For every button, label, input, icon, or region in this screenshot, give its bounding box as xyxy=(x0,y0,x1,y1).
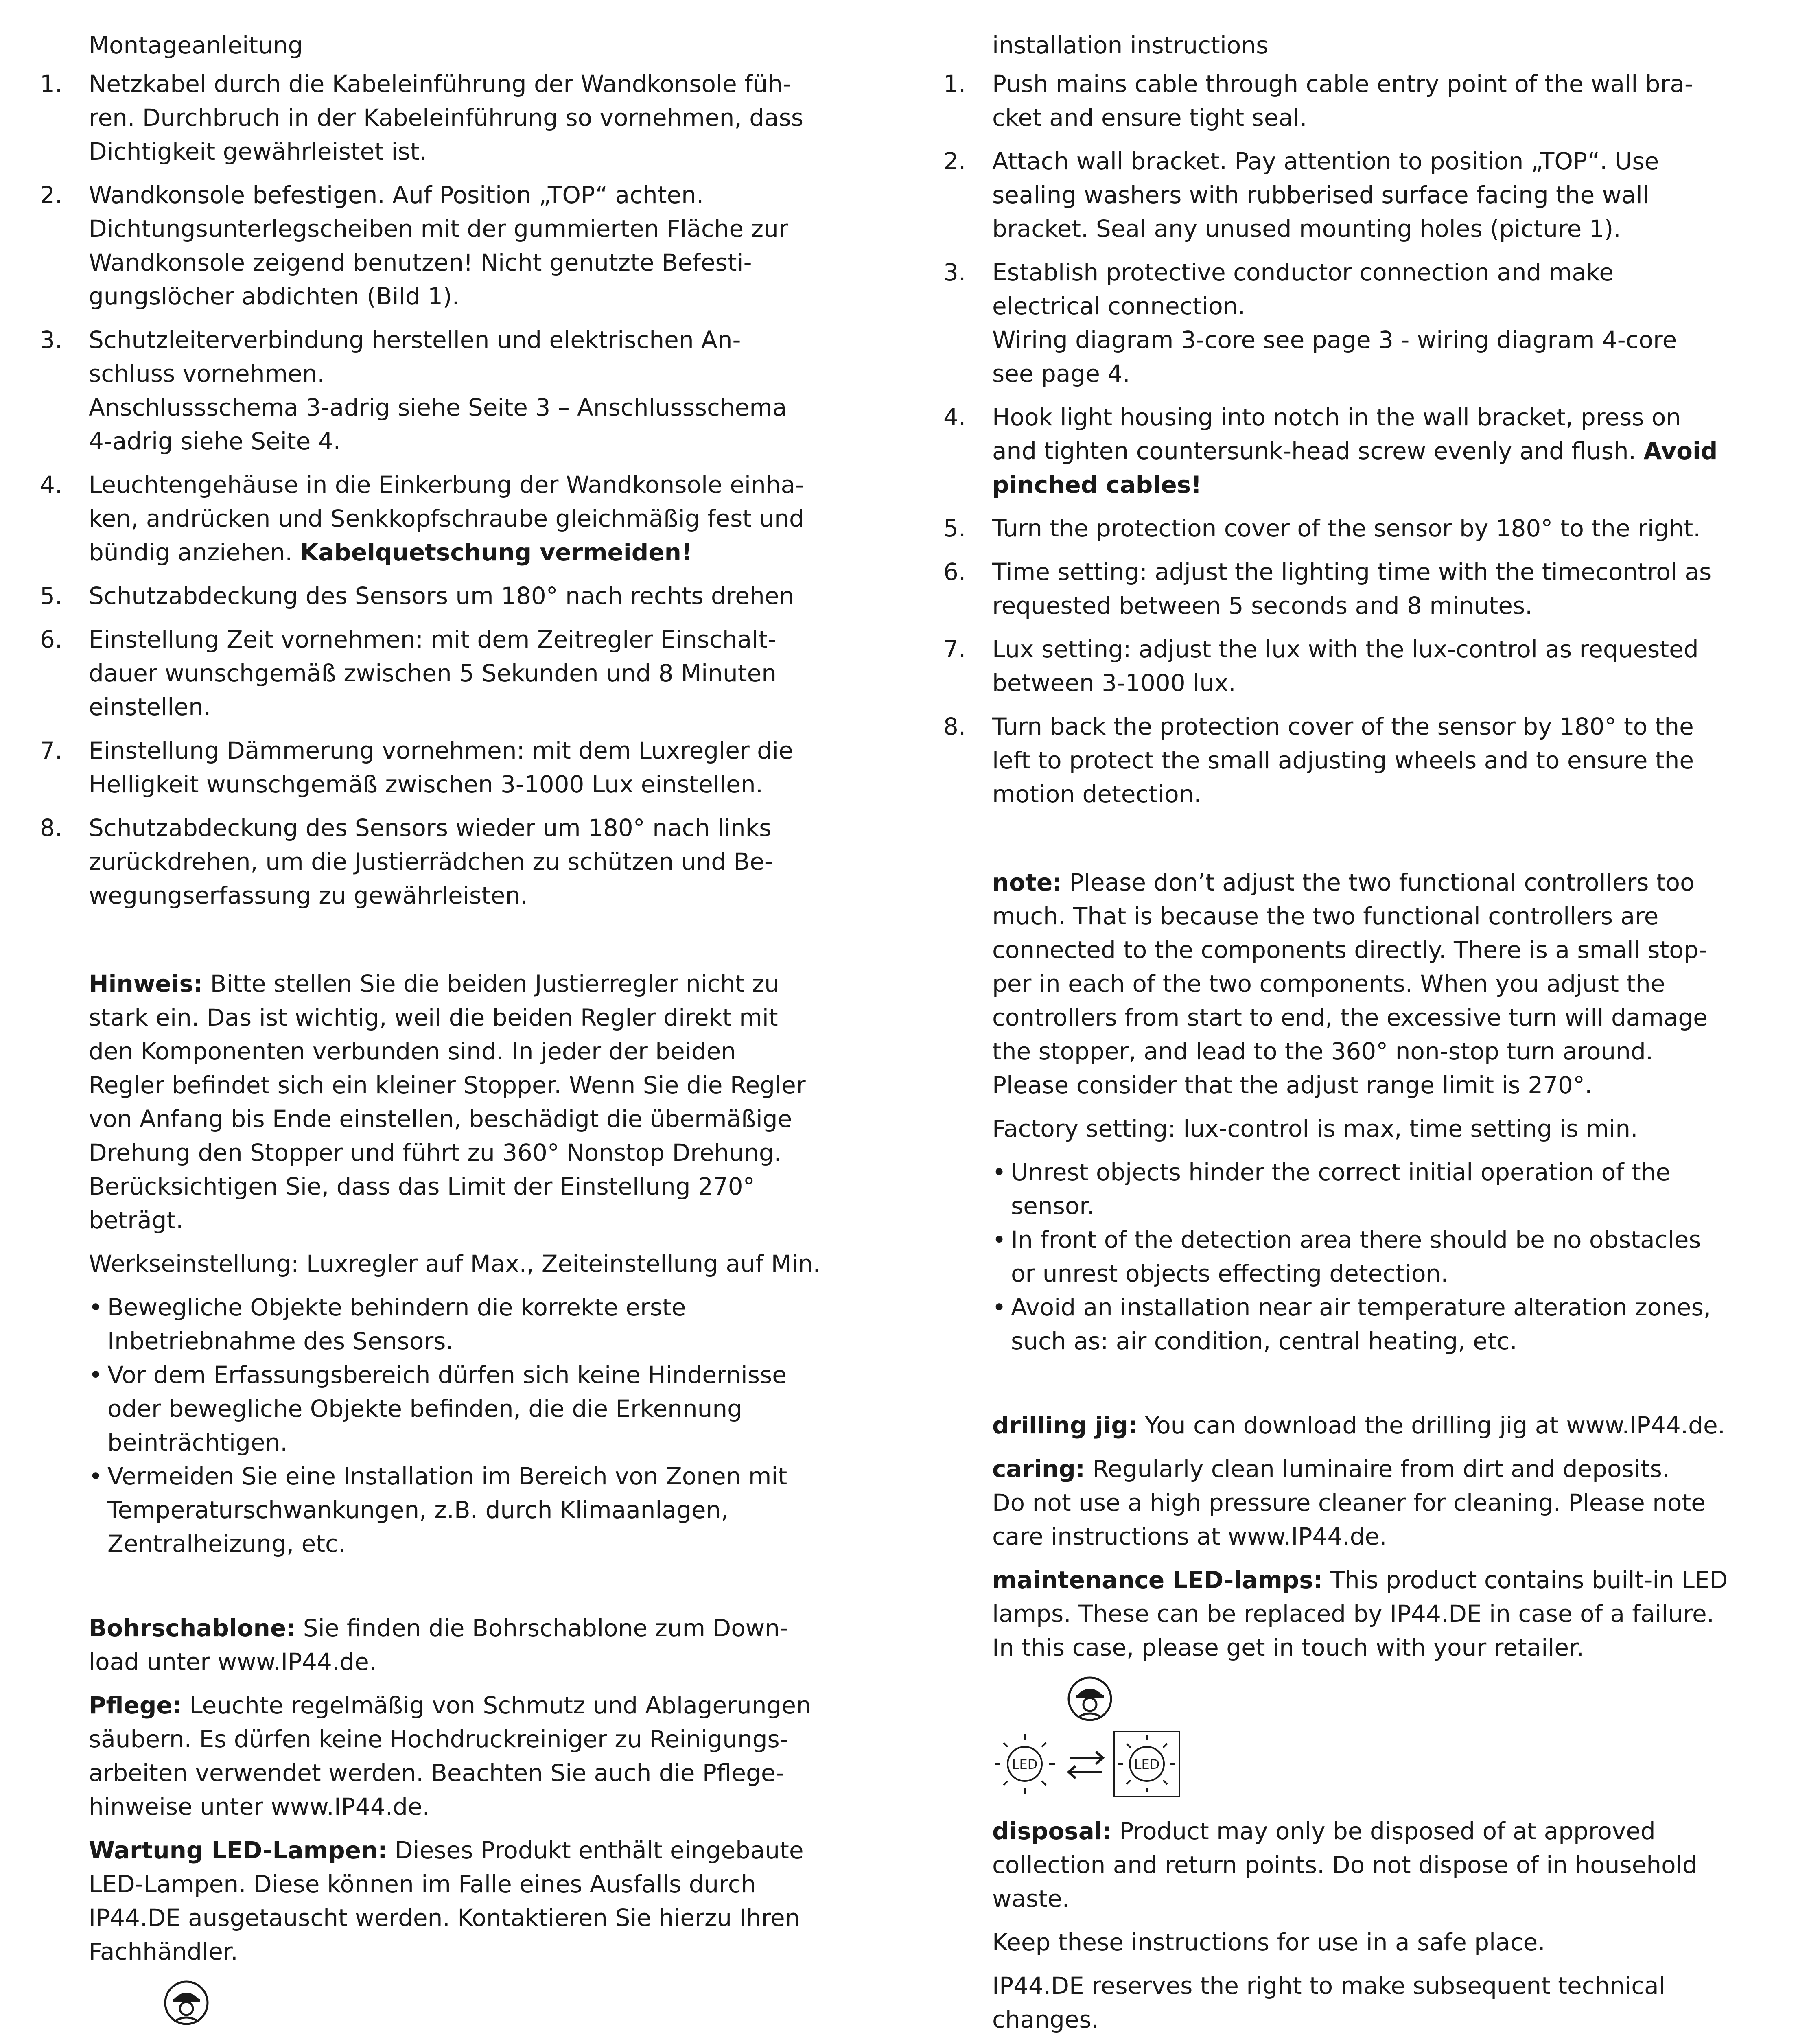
note-text: stark ein. Das ist wichtig, weil die beiden Regler direkt mit xyxy=(89,1004,778,1031)
note-text: Drehung den Stopper und führt zu 360° Nonstop Drehung. xyxy=(89,1139,782,1166)
technician-icon xyxy=(165,1982,208,2024)
note-text: Please consider that the adjust range limit is 270°. xyxy=(992,1071,1592,1099)
step-number: 2. xyxy=(943,147,966,175)
step-number: 6. xyxy=(40,626,63,653)
step-number: 4. xyxy=(40,471,63,499)
list-item: • Unrest objects hinder the correct initial operation of the sensor. xyxy=(992,1155,1794,1223)
note-label: Hinweis: xyxy=(89,970,203,998)
step-number: 3. xyxy=(40,326,63,354)
german-bullet-list xyxy=(89,1291,890,1561)
step-line: ren. Durchbruch in der Kabeleinführung so vornehmen, dass xyxy=(89,104,804,131)
step-line: Hook light housing into notch in the wall bracket, press on xyxy=(992,403,1681,431)
step-number: 4. xyxy=(943,403,966,431)
list-item: • Avoid an installation near air temperature alteration zones, such as: air condition, central heating, etc. xyxy=(992,1291,1794,1358)
step-line: bracket. Seal any unused mounting holes (picture 1). xyxy=(992,215,1621,243)
step-number: 6. xyxy=(943,558,966,586)
english-care: caring: Regularly clean luminaire from dirt and deposits. Do not use a high pressure cleaner for cleaning. Please note care instructions at www.IP44.de. xyxy=(992,1455,1706,1550)
step-line: sealing washers with rubberised surface facing the wall xyxy=(992,181,1649,209)
step-line: left to protect the small adjusting wheels and to ensure the xyxy=(992,746,1694,774)
note-text: beträgt. xyxy=(89,1206,184,1234)
german-step-2 xyxy=(40,178,890,313)
step-line: Time setting: adjust the lighting time with the timecontrol as xyxy=(992,558,1712,586)
list-item: • Bewegliche Objekte behindern die korrekte erste Inbetriebnahme des Sensors. xyxy=(89,1291,890,1358)
disposal-label: disposal: xyxy=(992,1817,1112,1845)
care-label: caring: xyxy=(992,1455,1085,1483)
english-drilling-jig: drilling jig: You can download the drilling jig at www.IP44.de. xyxy=(992,1411,1726,1439)
english-maintenance: maintenance LED-lamps: This product contains built-in LED lamps. These can be replaced by IP44.DE in case of a failure. In this case, please get in touch with your retailer. xyxy=(992,1566,1728,1661)
step-number: 1. xyxy=(40,70,63,98)
german-step-5 xyxy=(40,579,890,613)
step-number: 2. xyxy=(40,181,63,209)
bullet-icon: • xyxy=(89,1462,103,1490)
step-number: 8. xyxy=(40,814,63,842)
step-line: Turn back the protection cover of the sensor by 180° to the xyxy=(992,713,1694,740)
step-line: Push mains cable through cable entry point of the wall bra- xyxy=(992,70,1693,98)
step-text: bündig anziehen. xyxy=(89,538,300,566)
note-text: Bitte stellen Sie die beiden Justierregler nicht zu xyxy=(203,970,779,998)
step-line: ken, andrücken und Senkkopfschraube gleichmäßig fest und xyxy=(89,505,804,532)
german-maintenance: Wartung LED-Lampen: Dieses Produkt enthält eingebaute LED-Lampen. Diese können im Falle eines Ausfalls durch IP44.DE ausgetauscht werden. Kontaktieren Sie hierzu Ihren Fachhändler. xyxy=(89,1836,804,1965)
led-replacement-pictogram xyxy=(89,1978,284,2035)
english-step-2 xyxy=(943,144,1794,246)
step-line: wegungserfassung zu gewährleisten. xyxy=(89,882,528,909)
step-line: cket and ensure tight seal. xyxy=(992,104,1307,131)
german-step-4 xyxy=(40,468,890,569)
step-number: 5. xyxy=(943,514,966,542)
bullet-icon: • xyxy=(992,1158,1006,1186)
step-line: Helligkeit wunschgemäß zwischen 3-1000 Lux einstellen. xyxy=(89,770,763,798)
list-item: • In front of the detection area there should be no obstacles or unrest objects effecting detection. xyxy=(992,1223,1794,1291)
warning-text: pinched cables! xyxy=(992,471,1202,499)
step-line: Lux setting: adjust the lux with the lux-control as requested xyxy=(992,635,1699,663)
led-label: LED xyxy=(1134,1757,1160,1772)
step-line: between 3-1000 lux. xyxy=(992,669,1236,697)
note-text: much. That is because the two functional controllers are xyxy=(992,902,1659,930)
german-column xyxy=(40,28,890,2035)
note-text: per in each of the two components. When you adjust the xyxy=(992,970,1665,998)
note-text: Berücksichtigen Sie, dass das Limit der Einstellung 270° xyxy=(89,1173,755,1200)
step-line: Attach wall bracket. Pay attention to position „TOP“. Use xyxy=(992,147,1659,175)
german-step-3 xyxy=(40,323,890,458)
note-text: connected to the components directly. There is a small stop- xyxy=(992,936,1707,964)
step-line: Establish protective conductor connection and make xyxy=(992,258,1614,286)
english-steps xyxy=(943,67,1794,811)
step-number: 8. xyxy=(943,713,966,740)
technician-icon xyxy=(1069,1678,1111,1720)
step-line: Wandkonsole zeigend benutzen! Nicht genutzte Befesti- xyxy=(89,249,752,276)
english-step-6 xyxy=(943,555,1794,623)
german-note xyxy=(89,967,890,1237)
german-step-6 xyxy=(40,623,890,724)
step-number: 1. xyxy=(943,70,966,98)
step-line: Anschlussschema 3-adrig siehe Seite 3 – Anschlussschema xyxy=(89,394,787,421)
step-line: Leuchtengehäuse in die Einkerbung der Wandkonsole einha- xyxy=(89,471,804,499)
step-line: Turn the protection cover of the sensor by 180° to the right. xyxy=(992,514,1701,542)
step-line: Netzkabel durch die Kabeleinführung der Wandkonsole füh- xyxy=(89,70,792,98)
step-line: Dichtungsunterlegscheiben mit der gummierten Fläche zur xyxy=(89,215,788,243)
note-text: controllers from start to end, the excessive turn will damage xyxy=(992,1004,1708,1031)
step-number: 3. xyxy=(943,258,966,286)
german-factory-setting: Werkseinstellung: Luxregler auf Max., Zeiteinstellung auf Min. xyxy=(89,1250,820,1278)
step-line: Wandkonsole befestigen. Auf Position „TOP“ achten. xyxy=(89,181,704,209)
step-number: 7. xyxy=(40,737,63,764)
german-steps xyxy=(40,67,890,912)
english-step-7 xyxy=(943,632,1794,700)
english-column xyxy=(943,28,1794,2035)
led-label: LED xyxy=(1012,1757,1038,1772)
step-line xyxy=(992,468,1794,502)
note-label: note: xyxy=(992,869,1062,896)
step-line: Einstellung Dämmerung vornehmen: mit dem Luxregler die xyxy=(89,737,793,764)
english-step-8 xyxy=(943,710,1794,811)
step-line: motion detection. xyxy=(992,780,1201,808)
step-line: electrical connection. xyxy=(992,292,1246,320)
step-line: dauer wunschgemäß zwischen 5 Sekunden und 8 Minuten xyxy=(89,659,777,687)
step-line: Schutzabdeckung des Sensors um 180° nach rechts drehen xyxy=(89,582,794,610)
care-label: Pflege: xyxy=(89,1691,182,1719)
english-reserve-rights: IP44.DE reserves the right to make subsequent technical changes. xyxy=(992,1972,1665,2033)
bullet-icon: • xyxy=(89,1361,103,1389)
english-heading: installation instructions xyxy=(992,31,1269,59)
step-line xyxy=(89,536,890,569)
bullet-icon: • xyxy=(992,1226,1006,1254)
german-care: Pflege: Leuchte regelmäßig von Schmutz und Ablagerungen säubern. Es dürfen keine Hochdruckreiniger zu Reinigungs- arbeiten verwendet werden. Beachten Sie auch die Pflege- hinweise unter www.IP44.de. xyxy=(89,1691,811,1821)
drilling-label: Bohrschablone: xyxy=(89,1614,296,1642)
led-replacement-pictogram xyxy=(992,1674,1188,1805)
step-line: Schutzleiterverbindung herstellen und elektrischen An- xyxy=(89,326,741,354)
step-line: zurückdrehen, um die Justierrädchen zu schützen und Be- xyxy=(89,848,773,875)
step-line: Schutzabdeckung des Sensors wieder um 180° nach links xyxy=(89,814,772,842)
english-step-3 xyxy=(943,256,1794,391)
warning-text: Avoid xyxy=(1643,437,1718,465)
step-line: see page 4. xyxy=(992,360,1130,387)
list-item: • Vor dem Erfassungsbereich dürfen sich keine Hindernisse oder bewegliche Objekte befinden, die die Erkennung beinträchtigen. xyxy=(89,1358,890,1460)
note-text: the stopper, and lead to the 360° non-stop turn around. xyxy=(992,1037,1654,1065)
bullet-icon: • xyxy=(992,1293,1006,1321)
step-line: gungslöcher abdichten (Bild 1). xyxy=(89,282,460,310)
english-step-1 xyxy=(943,67,1794,135)
german-drilling-jig: Bohrschablone: Sie finden die Bohrschablone zum Down- load unter www.IP44.de. xyxy=(89,1614,788,1676)
warning-text: Kabelquetschung vermeiden! xyxy=(300,538,692,566)
english-step-4 xyxy=(943,400,1794,502)
german-heading: Montageanleitung xyxy=(89,31,303,59)
maintenance-label: maintenance LED-lamps: xyxy=(992,1566,1323,1594)
note-text: Regler befindet sich ein kleiner Stopper. Wenn Sie die Regler xyxy=(89,1071,806,1099)
german-step-1 xyxy=(40,67,890,168)
english-note xyxy=(992,866,1794,1102)
led-lamp-icon xyxy=(1114,1731,1179,1796)
step-line: Dichtigkeit gewährleistet ist. xyxy=(89,138,427,165)
english-factory-setting: Factory setting: lux-control is max, time setting is min. xyxy=(992,1115,1638,1142)
step-line: 4-adrig siehe Seite 4. xyxy=(89,427,341,455)
step-number: 7. xyxy=(943,635,966,663)
maintenance-label: Wartung LED-Lampen: xyxy=(89,1836,387,1864)
english-keep-instructions: Keep these instructions for use in a safe place. xyxy=(992,1928,1545,1956)
step-number: 5. xyxy=(40,582,63,610)
exchange-arrows-icon xyxy=(1069,1752,1103,1778)
step-line: Wiring diagram 3-core see page 3 - wiring diagram 4-core xyxy=(992,326,1677,354)
english-step-5 xyxy=(943,512,1794,545)
german-step-8 xyxy=(40,811,890,912)
list-item: • Vermeiden Sie eine Installation im Bereich von Zonen mit Temperaturschwankungen, z.B. durch Klimaanlagen, Zentralheizung, etc. xyxy=(89,1460,890,1561)
led-lamp-icon xyxy=(995,1734,1055,1794)
note-text: von Anfang bis Ende einstellen, beschädigt die übermäßige xyxy=(89,1105,792,1133)
step-line: and tighten countersunk-head screw evenly and flush. Avoid xyxy=(992,437,1718,465)
step-line: requested between 5 seconds and 8 minutes. xyxy=(992,592,1533,619)
drilling-label: drilling jig: xyxy=(992,1411,1138,1439)
note-text: Please don’t adjust the two functional controllers too xyxy=(1062,869,1695,896)
english-bullet-list xyxy=(992,1155,1794,1358)
bullet-icon: • xyxy=(89,1293,103,1321)
english-disposal: disposal: Product may only be disposed of at approved collection and return points. Do not dispose of in household waste. xyxy=(992,1817,1698,1912)
step-line: einstellen. xyxy=(89,693,211,721)
step-line: schluss vornehmen. xyxy=(89,360,325,387)
note-text: den Komponenten verbunden sind. In jeder der beiden xyxy=(89,1037,736,1065)
step-line: Einstellung Zeit vornehmen: mit dem Zeitregler Einschalt- xyxy=(89,626,776,653)
german-step-7 xyxy=(40,734,890,801)
